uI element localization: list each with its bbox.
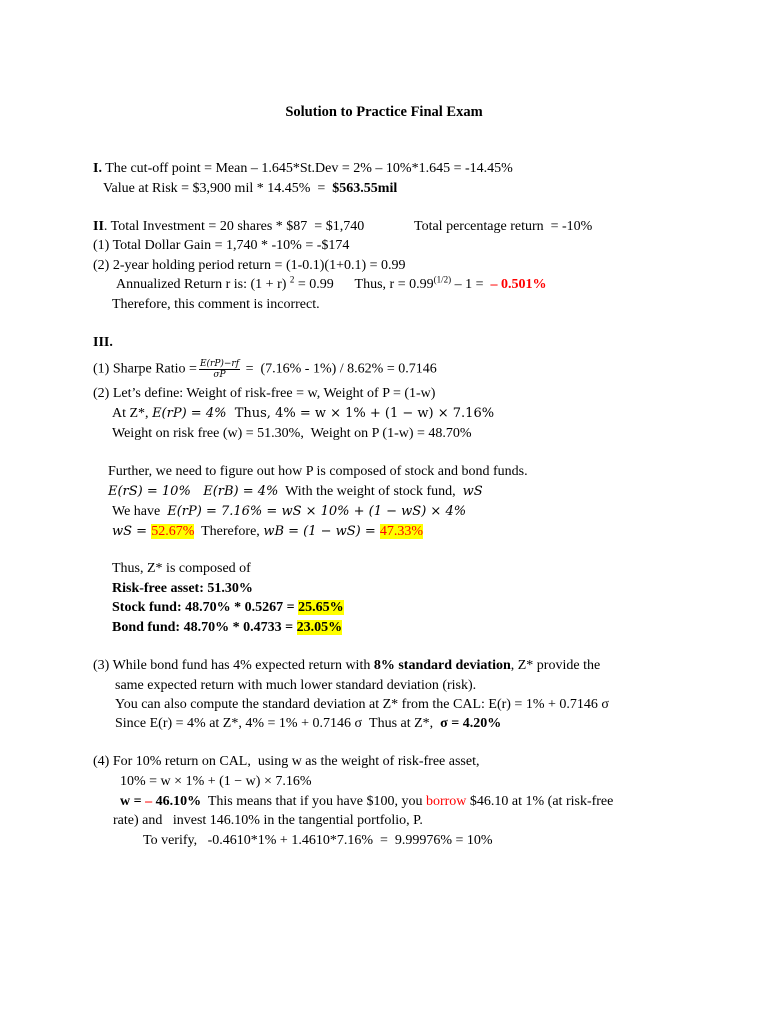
section-2-line-4	[116, 276, 547, 294]
part-3-line-3: You can also compute the standard deviation at Z* from the CAL: E(r) = 1% + 0.7146 σ	[115, 697, 609, 712]
w-minus-sign: –	[145, 794, 153, 809]
part-3-text-a: (3) While bond fund has 4% expected return with	[93, 658, 374, 673]
weight-equation: Thus, 4% = w × 1% + (1 − w) × 7.16%	[226, 406, 495, 421]
annualized-text-2: = 0.99 Thus, r = 0.99	[294, 277, 434, 292]
at-z-text: At Z*,	[112, 406, 153, 421]
total-percentage-return: Total percentage return = -10%	[414, 219, 593, 234]
fraction-numerator: E(rP)−rf	[199, 359, 240, 369]
part-3-text-c: , Z* provide the	[510, 658, 601, 673]
section-2-number: II	[93, 219, 104, 234]
part-2-line-3: Weight on risk free (w) = 51.30%, Weight on P (1-w) = 48.70%	[112, 426, 472, 441]
part-4-line-4: rate) and invest 146.10% in the tangential portfolio, P.	[113, 813, 423, 828]
ws-label: wS =	[112, 524, 152, 539]
section-1-line-2	[103, 180, 397, 198]
sharpe-label: (1) Sharpe Ratio =	[93, 361, 197, 377]
section-1-line-1	[93, 160, 513, 178]
part-4-rate-text: $46.10 at 1% (at risk-free	[466, 794, 614, 809]
bond-fund-text: Bond fund: 48.70% * 0.4733 =	[112, 620, 297, 635]
part-4-meaning-text: This means that if you have $100, you	[201, 794, 426, 809]
stock-fund-line	[112, 599, 344, 617]
total-investment-text: . Total Investment = 20 shares * $87 = $1,740	[103, 219, 365, 234]
expected-return-p: E(rP) = 4%	[152, 406, 227, 421]
exponent-2: 2	[289, 274, 295, 285]
further-line-2	[108, 483, 483, 501]
bond-fund-line	[112, 619, 342, 637]
sigma-result: σ = 4.20%	[440, 716, 502, 731]
expected-returns-funds: E(rS) = 10% E(rB) = 4%	[108, 484, 279, 499]
w-label: w =	[120, 794, 146, 809]
bond-fund-value: 23.05%	[296, 620, 343, 635]
further-line-3	[112, 503, 466, 521]
part-4-line-3	[120, 793, 613, 811]
risk-free-asset: Risk-free asset: 51.30%	[112, 581, 253, 596]
z-composition-line-1: Thus, Z* is composed of	[112, 561, 251, 576]
therefore-text: Therefore,	[194, 524, 264, 539]
part-2-line-2	[112, 405, 494, 423]
part-4-line-5: To verify, -0.4610*1% + 1.4610*7.16% = 9.99976% = 10%	[143, 833, 493, 848]
stock-fund-value: 25.65%	[298, 600, 344, 615]
we-have-text: We have	[112, 504, 168, 519]
sharpe-value: = (7.16% - 1%) / 8.62% = 0.7146	[242, 361, 437, 377]
stock-fund-text: Stock fund: 48.70% * 0.5267 =	[112, 600, 299, 615]
sharpe-ratio-line	[93, 359, 437, 380]
page-title: Solution to Practice Final Exam	[285, 104, 483, 120]
exponent-half: (1/2)	[433, 274, 452, 285]
section-2-line-1	[93, 218, 364, 236]
stock-weight-symbol: wS	[462, 484, 483, 499]
sharpe-fraction	[199, 359, 240, 380]
annualized-text-3: – 1 =	[451, 277, 491, 292]
annualized-result: – 0.501%	[490, 277, 547, 292]
part-3-line-2: same expected return with much lower standard deviation (risk).	[115, 678, 477, 693]
stock-weight-text: With the weight of stock fund,	[278, 484, 463, 499]
wb-value: 47.33%	[379, 524, 424, 539]
wb-equation: wB = (1 − wS) =	[263, 524, 380, 539]
section-1-cutoff-text: The cut-off point = Mean – 1.645*St.Dev = 2% – 10%*1.645 = -14.45%	[101, 161, 513, 176]
section-2-line-3: (2) 2-year holding period return = (1-0.1)(1+0.1) = 0.99	[93, 258, 406, 273]
w-value: 46.10%	[152, 794, 202, 809]
section-3-number: III.	[93, 335, 113, 350]
portfolio-equation: E(rP) = 7.16% = wS × 10% + (1 − wS) × 4%	[167, 504, 467, 519]
annualized-text: Annualized Return r is: (1 + r)	[116, 277, 290, 292]
part-3-since-text: Since E(r) = 4% at Z*, 4% = 1% + 0.7146 σ Thus at Z*,	[115, 716, 441, 731]
part-3-std-dev: 8% standard deviation	[373, 658, 511, 673]
part-4-line-2: 10% = w × 1% + (1 − w) × 7.16%	[120, 774, 312, 789]
part-3-line-4	[115, 715, 501, 733]
ws-value: 52.67%	[151, 524, 195, 539]
part-2-line-1: (2) Let’s define: Weight of risk-free = w, Weight of P = (1-w)	[93, 386, 436, 401]
fraction-denominator: σP	[213, 370, 226, 380]
section-1-number: I.	[93, 161, 102, 176]
section-2-line-2: (1) Total Dollar Gain = 1,740 * -10% = -$174	[93, 238, 350, 253]
section-2-line-5: Therefore, this comment is incorrect.	[112, 297, 320, 312]
further-line-1: Further, we need to figure out how P is composed of stock and bond funds.	[108, 464, 528, 479]
part-3-line-1	[93, 657, 600, 675]
further-line-4	[112, 523, 423, 541]
borrow-word: borrow	[425, 794, 467, 809]
var-result: $563.55mil	[332, 181, 398, 196]
var-text: Value at Risk = $3,900 mil * 14.45% =	[103, 181, 333, 196]
part-4-line-1: (4) For 10% return on CAL, using w as the weight of risk-free asset,	[93, 754, 480, 769]
